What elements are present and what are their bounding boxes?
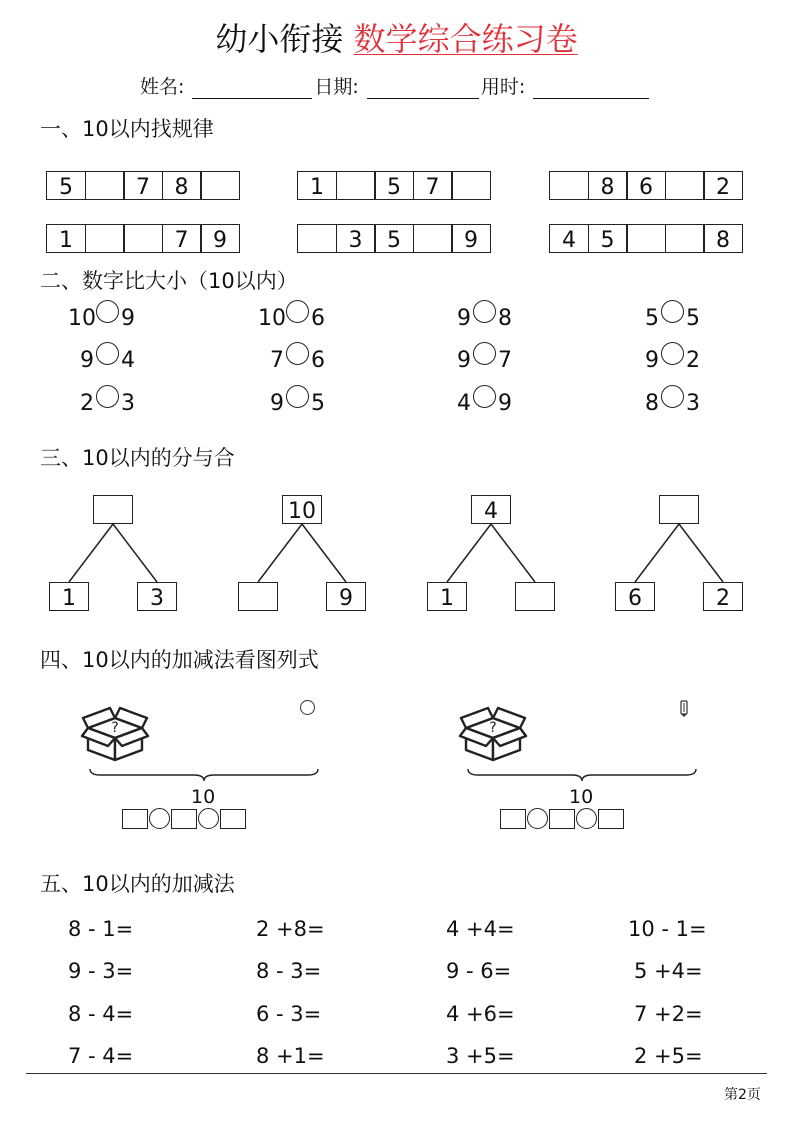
- ball-icon: [300, 700, 315, 715]
- equation: 8 - 4=: [68, 1002, 134, 1026]
- pattern-cell[interactable]: 1: [46, 224, 86, 253]
- bond-left[interactable]: 1: [427, 582, 467, 611]
- bond-top[interactable]: 10: [282, 495, 322, 524]
- compare-left: 7: [270, 348, 284, 373]
- brace-icon: [88, 767, 320, 783]
- page-number: 第2页: [724, 1087, 761, 1103]
- section-2-heading: 二、数字比大小（10以内）: [40, 269, 298, 293]
- equation: 9 - 6=: [446, 959, 512, 983]
- bond-right[interactable]: [515, 582, 555, 611]
- compare-right: 6: [311, 306, 325, 331]
- bond-right[interactable]: 3: [137, 582, 177, 611]
- compare-right: 4: [121, 348, 135, 373]
- compare-right: 5: [686, 306, 700, 331]
- equation: 8 +1=: [256, 1044, 325, 1068]
- bond-top[interactable]: [659, 495, 699, 524]
- bond-top[interactable]: 4: [471, 495, 511, 524]
- equation: 2 +5=: [634, 1044, 703, 1068]
- brace-icon: [466, 767, 698, 783]
- pattern-cell[interactable]: 5: [46, 171, 86, 200]
- pattern-cell[interactable]: 7: [123, 171, 163, 200]
- compare-left: 5: [645, 306, 659, 331]
- pattern-cell[interactable]: 7: [162, 224, 202, 253]
- equation: 8 - 3=: [256, 959, 322, 983]
- pattern-cell[interactable]: 1: [297, 171, 337, 200]
- footer-divider: [26, 1073, 767, 1074]
- date-label: 日期:: [314, 76, 359, 98]
- equation: 4 +4=: [446, 917, 515, 941]
- compare-right: 6: [311, 348, 325, 373]
- blank-box[interactable]: [549, 809, 575, 829]
- compare-right: 9: [121, 306, 135, 331]
- operator-circle[interactable]: [198, 808, 219, 829]
- equation: 2 +8=: [256, 917, 325, 941]
- equation: 7 +2=: [634, 1002, 703, 1026]
- bond-left[interactable]: [238, 582, 278, 611]
- pattern-cell[interactable]: 4: [549, 224, 589, 253]
- bond-right[interactable]: 9: [326, 582, 366, 611]
- compare-left: 9: [645, 348, 659, 373]
- bond-left[interactable]: 6: [615, 582, 655, 611]
- equation: 9 - 3=: [68, 959, 134, 983]
- equation: 10 - 1=: [628, 917, 707, 941]
- compare-left: 9: [270, 391, 284, 416]
- equation: 4 +6=: [446, 1002, 515, 1026]
- operator-circle[interactable]: [527, 808, 548, 829]
- blank-box[interactable]: [220, 809, 246, 829]
- operator-circle[interactable]: [576, 808, 597, 829]
- compare-right: 3: [121, 391, 135, 416]
- pattern-cell[interactable]: 5: [374, 224, 414, 253]
- compare-right: 5: [311, 391, 325, 416]
- section-5-heading: 五、10以内的加减法: [40, 872, 235, 896]
- section-1-heading: 一、10以内找规律: [40, 117, 214, 141]
- mystery-box-icon: [458, 700, 528, 764]
- pattern-cell[interactable]: 8: [703, 224, 743, 253]
- compare-left: 10: [258, 306, 286, 331]
- pattern-cell[interactable]: 7: [413, 171, 453, 200]
- svg-text:?: ?: [489, 720, 497, 736]
- bond-top[interactable]: [93, 495, 133, 524]
- mystery-box-icon: [80, 700, 150, 764]
- section-4-heading: 四、10以内的加减法看图列式: [40, 648, 319, 672]
- compare-left: 9: [457, 306, 471, 331]
- compare-right: 9: [498, 391, 512, 416]
- bond-right[interactable]: 2: [703, 582, 743, 611]
- pattern-cell[interactable]: 5: [588, 224, 628, 253]
- equation-blanks: [122, 808, 246, 829]
- pattern-cell[interactable]: 3: [336, 224, 376, 253]
- pattern-cell[interactable]: 9: [451, 224, 491, 253]
- title-prefix: 幼小衔接: [215, 20, 344, 58]
- equation: 3 +5=: [446, 1044, 515, 1068]
- total-label: 10: [191, 786, 216, 808]
- compare-left: 10: [68, 306, 96, 331]
- equation: 7 - 4=: [68, 1044, 134, 1068]
- pencil-icon: [679, 700, 689, 718]
- compare-right: 2: [686, 348, 700, 373]
- bond-left[interactable]: 1: [49, 582, 89, 611]
- compare-right: 3: [686, 391, 700, 416]
- pattern-cell[interactable]: 8: [162, 171, 202, 200]
- compare-left: 4: [457, 391, 471, 416]
- compare-right: 7: [498, 348, 512, 373]
- name-label: 姓名:: [140, 76, 185, 98]
- svg-text:?: ?: [111, 720, 119, 736]
- compare-left: 9: [457, 348, 471, 373]
- blank-box[interactable]: [598, 809, 624, 829]
- compare-left: 9: [80, 348, 94, 373]
- equation-blanks: [500, 808, 624, 829]
- operator-circle[interactable]: [149, 808, 170, 829]
- section-3-heading: 三、10以内的分与合: [40, 446, 235, 470]
- compare-left: 8: [645, 391, 659, 416]
- equation: 5 +4=: [634, 959, 703, 983]
- pattern-cell[interactable]: 5: [374, 171, 414, 200]
- pattern-cell[interactable]: 9: [200, 224, 240, 253]
- blank-box[interactable]: [122, 809, 148, 829]
- pattern-cell[interactable]: 6: [626, 171, 666, 200]
- total-label: 10: [569, 786, 594, 808]
- equation: 8 - 1=: [68, 917, 134, 941]
- pattern-cell[interactable]: 8: [588, 171, 628, 200]
- title-highlight: 数学综合练习卷: [353, 20, 578, 58]
- pattern-cell[interactable]: 2: [703, 171, 743, 200]
- compare-left: 2: [80, 391, 94, 416]
- time-label: 用时:: [480, 76, 526, 98]
- compare-right: 8: [498, 306, 512, 331]
- equation: 6 - 3=: [256, 1002, 322, 1026]
- blank-box[interactable]: [171, 809, 197, 829]
- blank-box[interactable]: [500, 809, 526, 829]
